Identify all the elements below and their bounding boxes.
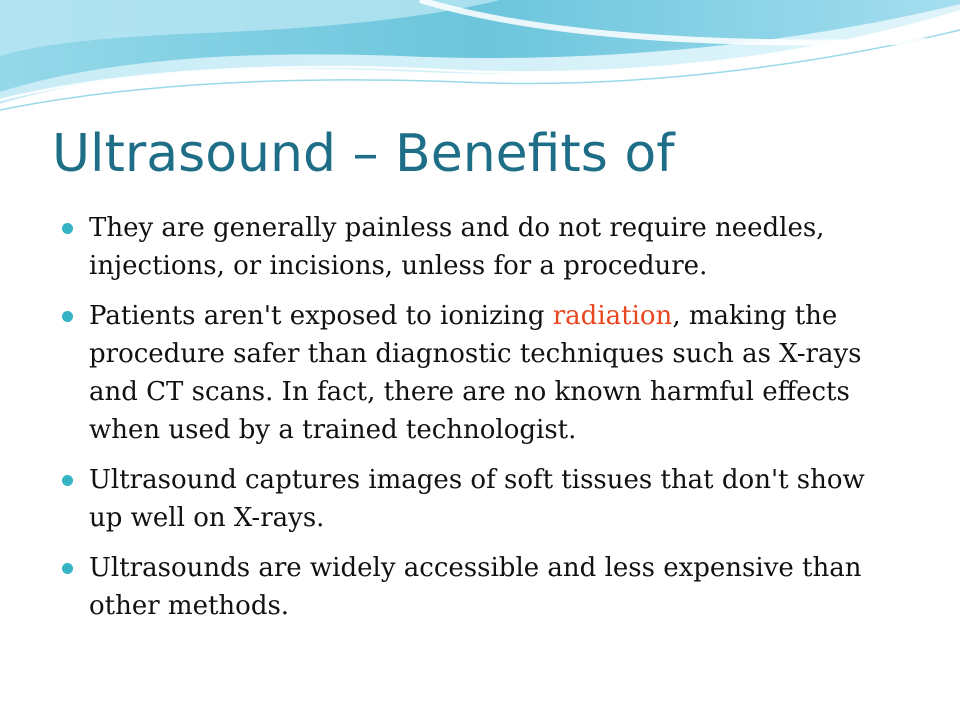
bullet-item: [62, 461, 902, 537]
bullet-text-before: Patients aren't exposed to ionizing: [89, 301, 553, 331]
bullet-item: [62, 297, 902, 449]
bullet-text: They are generally painless and do not require needles, injections, or incisions, unless for a procedure.: [89, 213, 825, 281]
bullet-item: [62, 549, 902, 625]
bullet-text: Ultrasounds are widely accessible and less expensive than other methods.: [89, 553, 862, 621]
bullet-dot-icon: [62, 223, 73, 234]
radiation-link[interactable]: radiation: [552, 301, 673, 331]
bullet-text-after: , making the procedure safer than diagnostic techniques such as X-rays and CT scans. In fact, there are no known harmful effects when used by a trained technologist.: [89, 301, 862, 445]
bullet-dot-icon: [62, 311, 73, 322]
bullet-text: Ultrasound captures images of soft tissues that don't show up well on X-rays.: [89, 465, 865, 533]
header-wave-decoration: [0, 0, 960, 120]
bullet-dot-icon: [62, 475, 73, 486]
slide-title: Ultrasound – Benefits of: [52, 124, 675, 184]
bullet-list: [62, 209, 902, 637]
bullet-item: [62, 209, 902, 285]
bullet-dot-icon: [62, 563, 73, 574]
